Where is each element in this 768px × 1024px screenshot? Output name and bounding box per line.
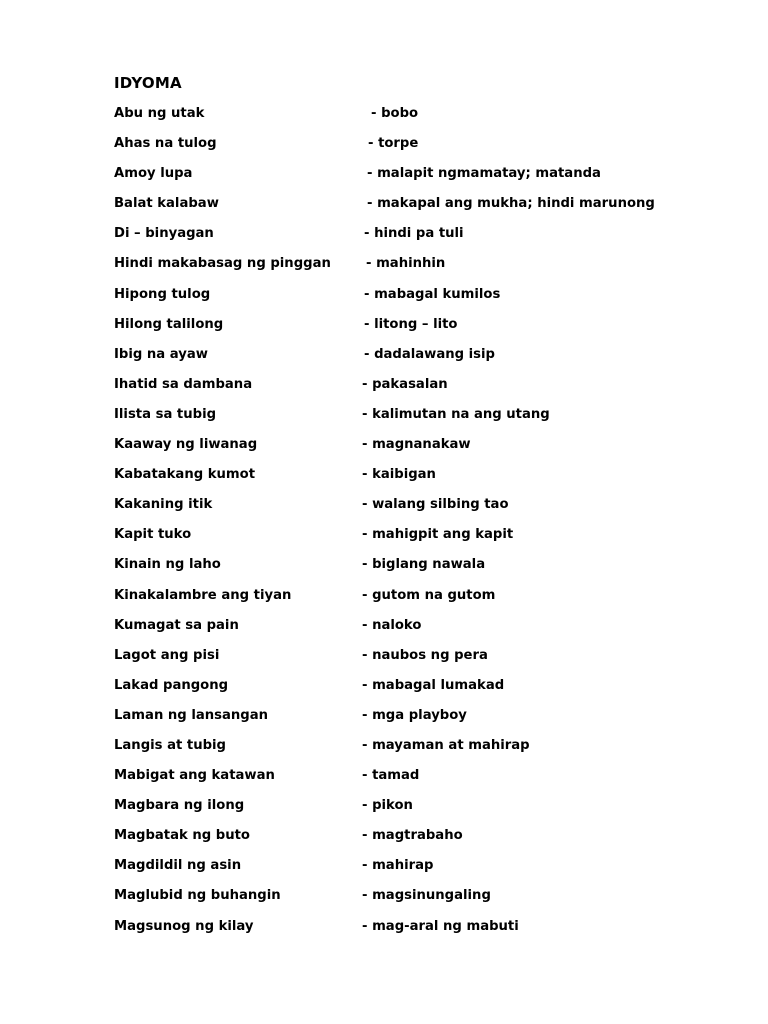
idiom-meaning: - tamad	[362, 768, 420, 784]
idiom-meaning: - bobo	[371, 106, 419, 121]
idiom-meaning: - mabagal kumilos	[364, 286, 501, 302]
idiom-term: Ibig na ayaw	[114, 346, 208, 362]
idiom-meaning: - litong – lito	[364, 316, 458, 332]
idiom-meaning: - pakasalan	[362, 376, 448, 392]
idiom-meaning: - torpe	[368, 136, 419, 152]
idiom-meaning: - magtrabaho	[362, 828, 463, 844]
list-item	[114, 196, 754, 226]
idiom-term: Maglubid ng buhangin	[114, 888, 281, 904]
list-item	[114, 106, 754, 136]
idiom-meaning: - mga playboy	[362, 707, 467, 723]
list-item	[114, 317, 754, 347]
list-item	[114, 588, 754, 618]
idiom-meaning: - walang silbing tao	[362, 497, 509, 513]
idiom-term: Di – binyagan	[114, 226, 214, 242]
idiom-term: Kinain ng laho	[114, 557, 221, 573]
idiom-term: Magdildil ng asin	[114, 858, 242, 874]
idiom-meaning: - pikon	[362, 798, 413, 814]
idiom-meaning: - mayaman at mahirap	[362, 737, 530, 753]
page-title: IDYOMA	[114, 74, 182, 92]
idiom-meaning: - naloko	[362, 617, 422, 633]
idiom-meaning: - biglang nawala	[362, 557, 486, 573]
idiom-term: Langis at tubig	[114, 737, 226, 753]
idiom-term: Lakad pangong	[114, 677, 229, 693]
idiom-meaning: - hindi pa tuli	[364, 226, 464, 242]
list-item	[114, 828, 754, 858]
idiom-term: Magsunog ng kilay	[114, 918, 254, 934]
idiom-meaning: - mabagal lumakad	[362, 677, 505, 693]
idiom-term: Magbatak ng buto	[114, 828, 250, 844]
idiom-meaning: - mahirap	[362, 858, 434, 874]
list-item	[114, 287, 754, 317]
list-item	[114, 497, 754, 527]
idiom-term: Amoy lupa	[114, 166, 193, 182]
idiom-term: Balat kalabaw	[114, 196, 219, 212]
idiom-term: Kakaning itik	[114, 497, 213, 513]
list-item	[114, 407, 754, 437]
list-item	[114, 888, 754, 918]
idiom-term: Hipong tulog	[114, 286, 211, 302]
idiom-term: Lagot ang pisi	[114, 647, 220, 663]
idiom-meaning: - malapit ngmamatay; matanda	[367, 166, 601, 182]
idiom-term: Laman ng lansangan	[114, 707, 269, 723]
list-item	[114, 738, 754, 768]
idiom-term: Kapit tuko	[114, 527, 192, 543]
list-item	[114, 648, 754, 678]
idiom-term: Kumagat sa pain	[114, 617, 239, 633]
list-item	[114, 166, 754, 196]
idiom-term: Ihatid sa dambana	[114, 376, 253, 392]
idiom-term: Hilong talilong	[114, 316, 224, 332]
list-item	[114, 226, 754, 256]
list-item	[114, 919, 754, 949]
idiom-meaning: - mahinhin	[366, 256, 446, 272]
list-item	[114, 708, 754, 738]
list-item	[114, 798, 754, 828]
idiom-term: Mabigat ang katawan	[114, 768, 275, 784]
idiom-meaning: - magnanakaw	[362, 437, 471, 453]
list-item	[114, 467, 754, 497]
idiom-meaning: - mag-aral ng mabuti	[362, 918, 519, 934]
idiom-term: Kinakalambre ang tiyan	[114, 587, 292, 603]
list-item	[114, 136, 754, 166]
idiom-meaning: - dadalawang isip	[364, 346, 495, 362]
idiom-meaning: - mahigpit ang kapit	[362, 527, 514, 543]
list-item	[114, 768, 754, 798]
list-item	[114, 678, 754, 708]
list-item	[114, 618, 754, 648]
list-item	[114, 347, 754, 377]
list-item	[114, 437, 754, 467]
list-item	[114, 377, 754, 407]
idiom-term: Magbara ng ilong	[114, 798, 245, 814]
idiom-list	[114, 106, 754, 949]
list-item	[114, 557, 754, 587]
idiom-term: Kaaway ng liwanag	[114, 437, 258, 453]
idiom-term: Kabatakang kumot	[114, 467, 256, 483]
idiom-meaning: - kalimutan na ang utang	[362, 406, 550, 422]
idiom-term: Ahas na tulog	[114, 136, 217, 152]
idiom-meaning: - makapal ang mukha; hindi marunong	[367, 196, 655, 212]
idiom-meaning: - gutom na gutom	[362, 587, 496, 603]
list-item	[114, 858, 754, 888]
idiom-meaning: - naubos ng pera	[362, 647, 488, 663]
list-item	[114, 527, 754, 557]
idiom-term: Abu ng utak	[114, 106, 205, 121]
idiom-meaning: - magsinungaling	[362, 888, 491, 904]
list-item	[114, 256, 754, 286]
idiom-term: Ilista sa tubig	[114, 406, 217, 422]
idiom-meaning: - kaibigan	[362, 467, 436, 483]
idiom-term: Hindi makabasag ng pinggan	[114, 256, 331, 272]
